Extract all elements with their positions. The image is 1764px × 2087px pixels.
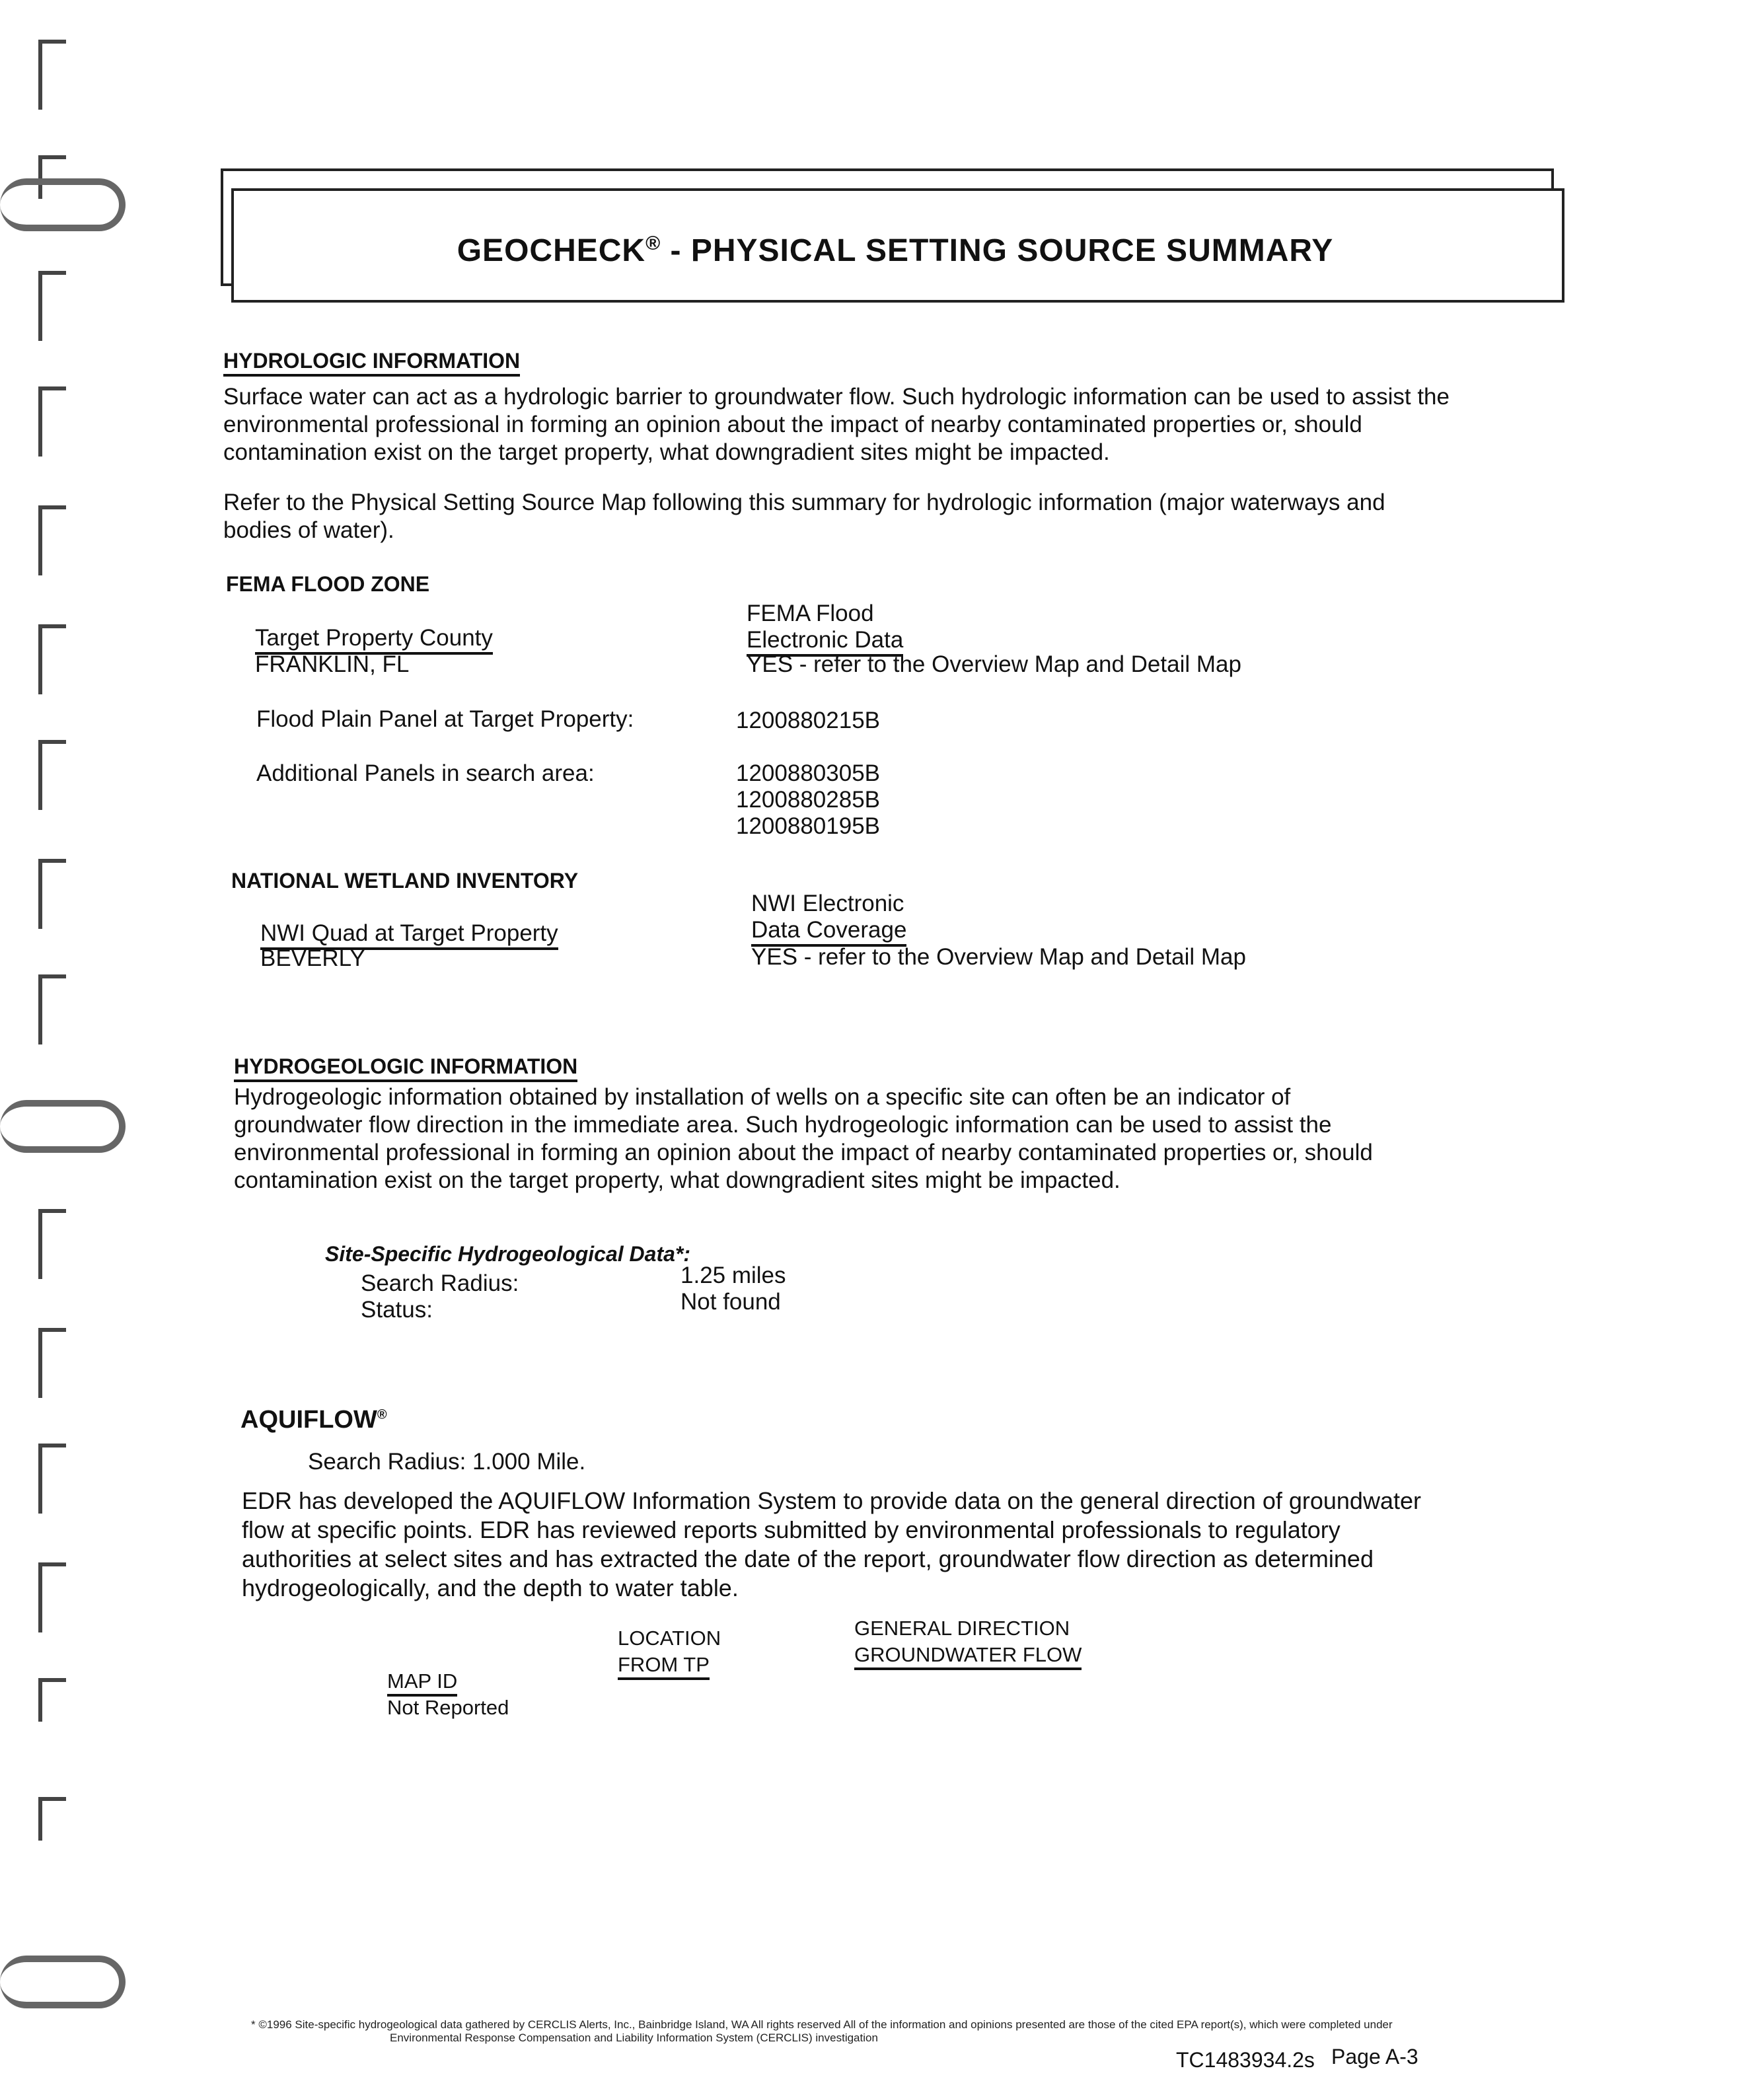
fema-additional-label: Additional Panels in search area:: [256, 760, 595, 786]
binder-hook: [38, 740, 66, 810]
footer-note: [251, 2018, 1625, 2045]
aquiflow-col-direction: [854, 1615, 1082, 1668]
nwi-quad-value: BEVERLY: [260, 945, 365, 971]
map-id-value: Not Reported: [387, 1696, 509, 1719]
col-direction-line1: GENERAL DIRECTION: [854, 1617, 1070, 1640]
binder-edge: [0, 0, 132, 2087]
fema-electronic-value: YES - refer to the Overview Map and Detail Map: [747, 651, 1241, 677]
binder-ring: [0, 178, 126, 231]
hydrogeologic-heading: [234, 1054, 577, 1079]
aquiflow-reg-mark: ®: [377, 1407, 387, 1422]
binder-hook: [38, 1562, 66, 1632]
fema-additional-value: 1200880285B: [736, 787, 880, 813]
fema-additional-value: 1200880195B: [736, 813, 880, 839]
fema-additional-value: 1200880305B: [736, 760, 880, 786]
col-location-line2: FROM TP: [618, 1653, 710, 1680]
col-location-line1: LOCATION: [618, 1627, 721, 1650]
search-radius-label: Search Radius:: [361, 1270, 519, 1296]
col-direction-line2: GROUNDWATER FLOW: [854, 1643, 1082, 1670]
fema-panel-label: Flood Plain Panel at Target Property:: [256, 706, 634, 732]
fema-heading: FEMA FLOOD ZONE: [226, 572, 430, 596]
aquiflow-paragraph: EDR has developed the AQUIFLOW Information System to provide data on the general direction of groundwater flow at specific points. EDR has reviewed reports submitted by environmental professionals to regulatory authorities at select sites and has extracted the date of the report, groundwater flow direction as determined hydrogeologically, and the depth to water table.: [242, 1487, 1421, 1601]
site-specific-label: Site-Specific Hydrogeological Data*:: [325, 1242, 691, 1266]
fema-county-label-text: Target Property County: [255, 625, 493, 655]
fema-electronic-label-2-text: Electronic Data: [747, 627, 903, 657]
nwi-quad-label: [260, 920, 558, 947]
binder-hook: [38, 271, 66, 341]
fema-electronic-label-2: [747, 626, 903, 654]
hydrologic-paragraph-1: Surface water can act as a hydrologic barrier to groundwater flow. Such hydrologic information can be used to assist the environmental professional in forming an opinion about the impact of nearby contaminated properties or, should contamination exist on the target property, what downgradient sites might be impacted.: [223, 384, 1450, 465]
status-label: Status:: [361, 1297, 433, 1323]
binder-hook: [38, 1209, 66, 1279]
binder-hook: [38, 1678, 66, 1722]
nwi-coverage-label-2: [751, 916, 906, 944]
page-title: [231, 233, 1559, 269]
status-value: Not found: [680, 1289, 781, 1315]
binder-hook: [38, 974, 66, 1044]
footer-page-number: Page A-3: [1331, 2045, 1418, 2069]
hydrologic-heading-text: HYDROLOGIC INFORMATION: [223, 349, 520, 377]
hydrogeologic-heading-text: HYDROGEOLOGIC INFORMATION: [234, 1054, 577, 1082]
footer-note-line2: Environmental Response Compensation and Liability Information System (CERCLIS) investigation: [390, 2032, 878, 2044]
nwi-heading: NATIONAL WETLAND INVENTORY: [231, 869, 579, 893]
footer-doc-id: TC1483934.2s: [1176, 2048, 1315, 2072]
hydrologic-heading: [223, 349, 520, 373]
fema-electronic-label-1: FEMA Flood: [747, 601, 874, 626]
footer-note-line1: * ©1996 Site-specific hydrogeological data gathered by CERCLIS Alerts, Inc., Bainbridge Island, WA All rights reserved All of the information and opinions presented are those of the cited EPA report(s), which were completed under: [251, 2018, 1393, 2031]
binder-hook: [38, 859, 66, 929]
search-radius-value: 1.25 miles: [680, 1263, 786, 1288]
binder-hook: [38, 386, 66, 457]
binder-hook: [38, 1444, 66, 1514]
fema-panel-value: 1200880215B: [736, 708, 880, 733]
aquiflow-heading-text: AQUIFLOW: [240, 1406, 377, 1434]
binder-ring: [0, 1100, 126, 1153]
binder-hook: [38, 1797, 66, 1841]
hydrologic-paragraph-2: Refer to the Physical Setting Source Map following this summary for hydrologic information (major waterways and bodies of water).: [223, 490, 1385, 543]
title-reg-mark: ®: [645, 233, 661, 254]
aquiflow-search-radius: Search Radius: 1.000 Mile.: [308, 1449, 586, 1475]
fema-county-value: FRANKLIN, FL: [255, 651, 410, 677]
title-text-rest: - PHYSICAL SETTING SOURCE SUMMARY: [661, 233, 1334, 268]
hydrogeologic-paragraph: Hydrogeologic information obtained by installation of wells on a specific site can often be an indicator of groundwater flow direction in the immediate area. Such hydrogeologic information can be used to assist the environmental professional in forming an opinion about the impact of nearby contaminated properties or, should contamination exist on the target property, what downgradient sites might be impacted.: [234, 1084, 1373, 1193]
title-text: GEOCHECK: [457, 233, 646, 268]
aquiflow-col-map-id: [387, 1668, 509, 1721]
binder-hook: [38, 1328, 66, 1398]
nwi-coverage-label-2-text: Data Coverage: [751, 917, 906, 947]
aquiflow-col-location: [618, 1625, 721, 1678]
nwi-coverage-value: YES - refer to the Overview Map and Detail Map: [751, 944, 1246, 970]
binder-ring: [0, 1956, 126, 2008]
binder-hook: [38, 624, 66, 694]
col-map-id: MAP ID: [387, 1669, 457, 1697]
fema-county-label: [255, 624, 493, 652]
binder-hook: [38, 505, 66, 575]
aquiflow-heading: [240, 1406, 387, 1434]
nwi-quad-label-text: NWI Quad at Target Property: [260, 920, 558, 950]
nwi-coverage-label-1: NWI Electronic: [751, 891, 904, 916]
binder-hook: [38, 40, 66, 110]
